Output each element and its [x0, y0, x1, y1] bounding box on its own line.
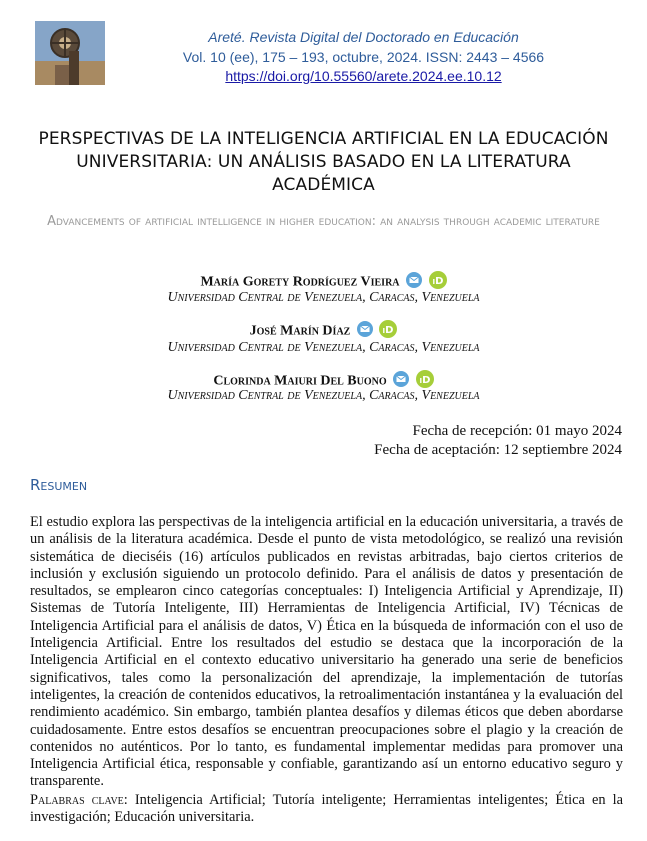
article-title: PERSPECTIVAS DE LA INTELIGENCIA ARTIFICIAL EN LA EDUCACIÓN UNIVERSITARIA: UN ANÁLISIS BASADO EN LA LITERATURA ACADÉMICA	[38, 129, 609, 195]
received-date: Fecha de recepción: 01 mayo 2024	[412, 423, 622, 439]
issue-line: Vol. 10 (ee), 175 – 193, octubre, 2024. ISSN: 2443 – 4566	[182, 49, 545, 65]
author-2-affiliation: Universidad Central de Venezuela, Caracas, Venezuela	[167, 340, 480, 355]
abstract-text: El estudio explora las perspectivas de la inteligencia artificial en la educación universitaria, a través de un análisis de la literatura académica. Desde el punto de vista metodológico, se realizó una revisión sistemática de dieciséis (16) artículos publicados en revistas arbitradas, bajo ciertos criterios de inclusión y exclusión siguiendo un protocolo definido. Para el análisis de datos y presentación de resultados, se emplearon cinco categorías conceptuales: I) Inteligencia Artificial y Aprendizaje, II) Sistemas de Tutoría Inteligente, III) Herramientas de Inteligencia Artificial, IV) Técnicas de Inteligencia Artificial para el análisis de datos, V) Ética en la búsqueda de información con el uso de Inteligencia Artificial. Entre los resultados del estudio se destaca que la incorporación de la Inteligencia Artificial en el contexto educativo universitario ha generado una serie de beneficios significativos, tales como la personalización del aprendizaje, la implementación de tutorías inteligentes, la creación de contenidos educativos, la retroalimentación instantánea y la evaluación del rendimiento académico. Sin embargo, también plantea desafíos y dilemas éticos que deben abordarse cuidadosamente. Entre estos desafíos se encuentran preocupaciones sobre el plagio y la creación de contenidos no auténticos. Por lo tanto, es fundamental implementar medidas para promover una Inteligencia Artificial ética, responsable y confiable, garantizando así un entorno educativo seguro y transparente.	[30, 514, 623, 790]
journal-logo	[35, 21, 105, 85]
article-subtitle: Advancements of artificial intelligence in higher education: an analysis through academic literature	[47, 214, 600, 229]
author-1-affiliation: Universidad Central de Venezuela, Caracas, Venezuela	[167, 290, 480, 305]
journal-name: Areté. Revista Digital del Doctorado en Educación	[208, 29, 519, 45]
author-name: José Marín Díaz	[249, 323, 351, 339]
svg-text:iD: iD	[432, 276, 443, 287]
doi-line	[120, 67, 607, 85]
accepted-date: Fecha de aceptación: 12 septiembre 2024	[374, 442, 622, 458]
keywords-label: Palabras clave:	[30, 792, 128, 808]
author-name: Clorinda Maiuri Del Buono	[213, 373, 387, 389]
keywords	[30, 792, 623, 827]
svg-text:iD: iD	[382, 325, 394, 336]
keywords-text: Inteligencia Artificial; Tutoría inteligente; Herramientas inteligentes; Ética en la investigación; Educación universitaria.	[30, 792, 623, 826]
svg-text:iD: iD	[419, 375, 431, 386]
author-name: María Gorety Rodríguez Vieira	[200, 274, 400, 290]
author-3-affiliation: Universidad Central de Venezuela, Caracas, Venezuela	[167, 388, 480, 403]
abstract-heading: Resumen	[30, 476, 88, 494]
doi-link[interactable]: https://doi.org/10.55560/arete.2024.ee.10.12	[225, 68, 502, 84]
email-icon[interactable]	[357, 321, 373, 342]
